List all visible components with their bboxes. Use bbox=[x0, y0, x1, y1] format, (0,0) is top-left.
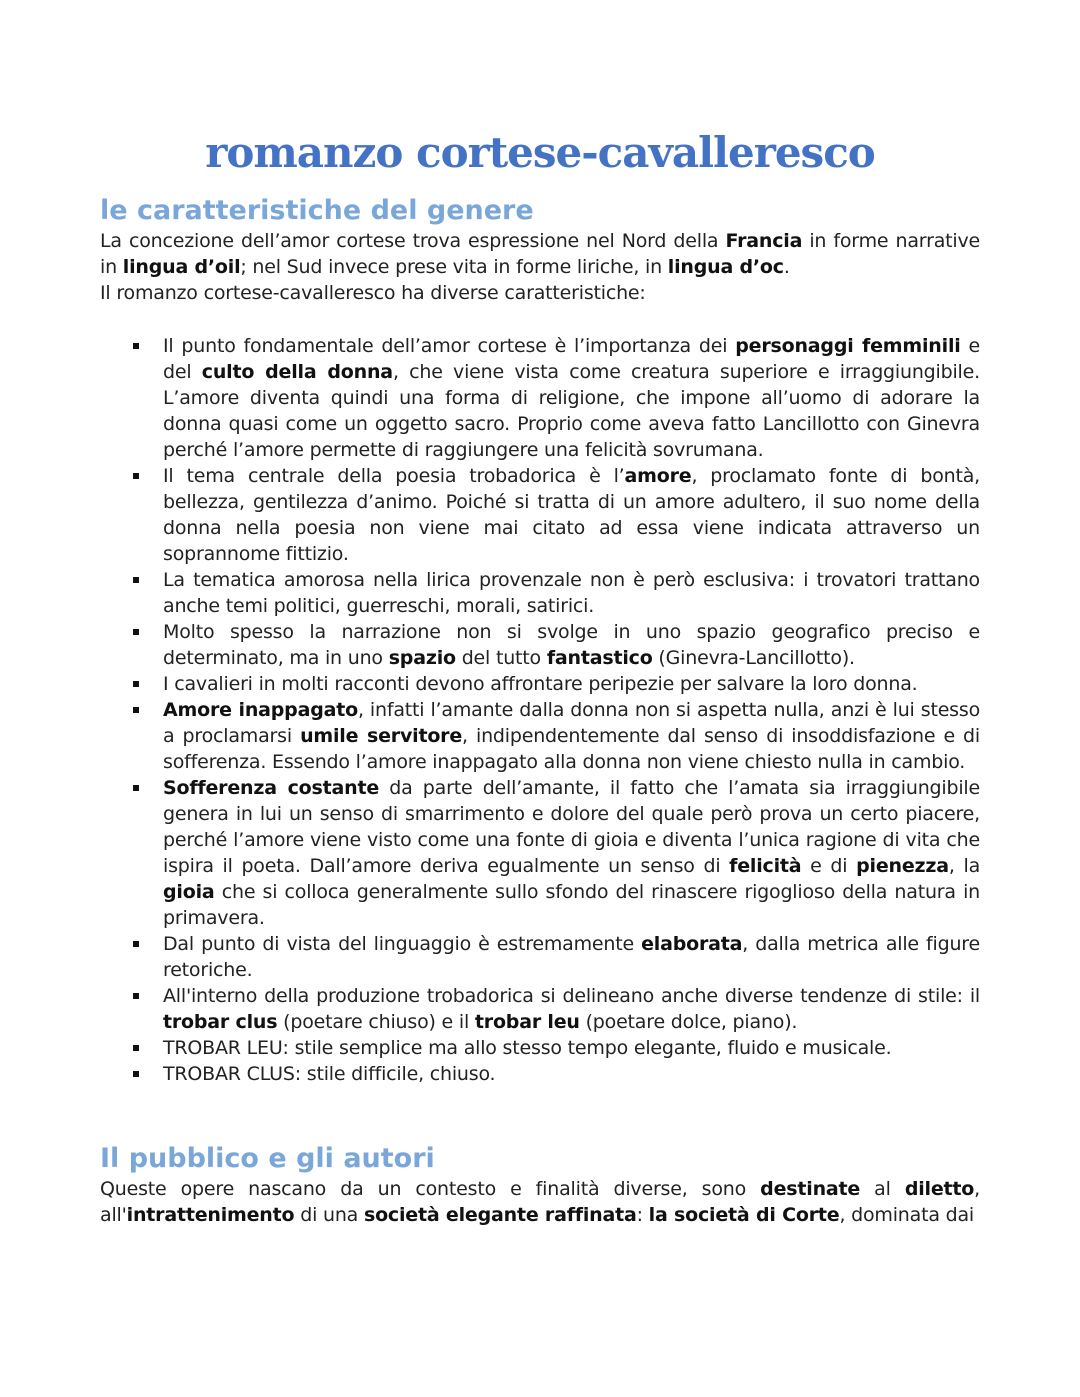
bold-term: diletto bbox=[904, 1178, 975, 1200]
bold-term: trobar leu bbox=[474, 1011, 580, 1033]
square-bullet-icon bbox=[133, 577, 139, 583]
square-bullet-icon bbox=[133, 1045, 139, 1051]
square-bullet-icon bbox=[133, 707, 139, 713]
list-item: Il punto fondamentale dell’amor cortese è l’importanza dei personaggi femminili e del culto della donna, che viene vista come creatura superiore e irraggiungibile. L’amore diventa quindi una forma di religione, che impone all’uomo di adorare la donna quasi come un oggetto sacro. Proprio come aveva fatto Lancillotto con Ginevra perché l’amore permette di raggiungere una felicità sovrumana. bbox=[100, 333, 980, 463]
bold-term: intrattenimento bbox=[126, 1204, 295, 1226]
list-item: Molto spesso la narrazione non si svolge in uno spazio geografico preciso e determinato, ma in uno spazio del tutto fantastico (Ginevra-Lancillotto). bbox=[100, 619, 980, 671]
square-bullet-icon bbox=[133, 1071, 139, 1077]
list-item: Il tema centrale della poesia trobadorica è l’amore, proclamato fonte di bontà, bellezza, gentilezza d’animo. Poiché si tratta di un amore adultero, il suo nome della donna nella poesia non viene mai citato ad essa viene indicata attraverso un soprannome fittizio. bbox=[100, 463, 980, 567]
bold-term: culto della donna bbox=[201, 361, 393, 383]
list-item: Amore inappagato, infatti l’amante dalla donna non si aspetta nulla, anzi è lui stesso a proclamarsi umile servitore, indipendentemente dal senso di insoddisfazione e di sofferenza. Essendo l’amore inappagato alla donna non viene chiesto nulla in cambio. bbox=[100, 697, 980, 775]
bold-term: elaborata bbox=[641, 933, 743, 955]
document-title: romanzo cortese-cavalleresco bbox=[205, 128, 875, 177]
list-item: La tematica amorosa nella lirica provenzale non è però esclusiva: i trovatori trattano anche temi politici, guerreschi, morali, satirici. bbox=[100, 567, 980, 619]
characteristics-list bbox=[100, 333, 980, 1087]
bold-term: fantastico bbox=[546, 647, 653, 669]
section-heading: le caratteristiche del genere bbox=[100, 195, 534, 226]
square-bullet-icon bbox=[133, 941, 139, 947]
list-item: All'interno della produzione trobadorica si delineano anche diverse tendenze di stile: il trobar clus (poetare chiuso) e il trobar leu (poetare dolce, piano). bbox=[100, 983, 980, 1035]
pubblico-paragraph: Queste opere nascano da un contesto e finalità diverse, sono destinate al diletto, all'intrattenimento di una società elegante raffinata: la società di Corte, dominata dai bbox=[100, 1178, 980, 1226]
square-bullet-icon bbox=[133, 343, 139, 349]
bold-term: spazio bbox=[388, 647, 456, 669]
bold-term: Amore inappagato bbox=[163, 699, 358, 721]
bold-term: gioia bbox=[163, 881, 215, 903]
bold-term: personaggi femminili bbox=[735, 335, 961, 357]
bold-term: la società di Corte bbox=[648, 1204, 840, 1226]
list-item: Sofferenza costante da parte dell’amante, il fatto che l’amata sia irraggiungibile genera in lui un senso di smarrimento e dolore del quale però prova un certo piacere, perché l’amore viene visto come una fonte di gioia e diventa l’unica ragione di vita che ispira il poeta. Dall’amore deriva egualmente un senso di felicità e di pienezza, la gioia che si colloca generalmente sullo sfondo del rinascere rigoglioso della natura in primavera. bbox=[100, 775, 980, 931]
list-item: I cavalieri in molti racconti devono affrontare peripezie per salvare la loro donna. bbox=[100, 671, 980, 697]
square-bullet-icon bbox=[133, 785, 139, 791]
list-item: TROBAR CLUS: stile difficile, chiuso. bbox=[100, 1061, 980, 1087]
square-bullet-icon bbox=[133, 473, 139, 479]
bold-term: trobar clus bbox=[163, 1011, 278, 1033]
square-bullet-icon bbox=[133, 993, 139, 999]
section-caratteristiche bbox=[100, 194, 980, 1087]
section-heading: Il pubblico e gli autori bbox=[100, 1143, 435, 1174]
intro-paragraph-2: Il romanzo cortese-cavalleresco ha diverse caratteristiche: bbox=[100, 282, 646, 304]
square-bullet-icon bbox=[133, 681, 139, 687]
square-bullet-icon bbox=[133, 629, 139, 635]
intro-paragraph: La concezione dell’amor cortese trova espressione nel Nord della Francia in forme narrative in lingua d’oil; nel Sud invece prese vita in forme liriche, in lingua d’oc. bbox=[100, 230, 980, 278]
bold-term: lingua d’oc bbox=[667, 256, 784, 278]
bold-term: pienezza bbox=[856, 855, 949, 877]
bold-term: società elegante raffinata bbox=[363, 1204, 637, 1226]
bold-term: umile servitore bbox=[300, 725, 463, 747]
bold-term: Sofferenza costante bbox=[163, 777, 380, 799]
bold-term: destinate bbox=[760, 1178, 861, 1200]
list-item: Dal punto di vista del linguaggio è estremamente elaborata, dalla metrica alle figure retoriche. bbox=[100, 931, 980, 983]
bold-term: felicità bbox=[729, 855, 802, 877]
section-pubblico bbox=[100, 1142, 980, 1228]
list-item: TROBAR LEU: stile semplice ma allo stesso tempo elegante, fluido e musicale. bbox=[100, 1035, 980, 1061]
bold-term: amore bbox=[624, 465, 692, 487]
bold-term: lingua d’oil bbox=[122, 256, 241, 278]
bold-term: Francia bbox=[725, 230, 803, 252]
